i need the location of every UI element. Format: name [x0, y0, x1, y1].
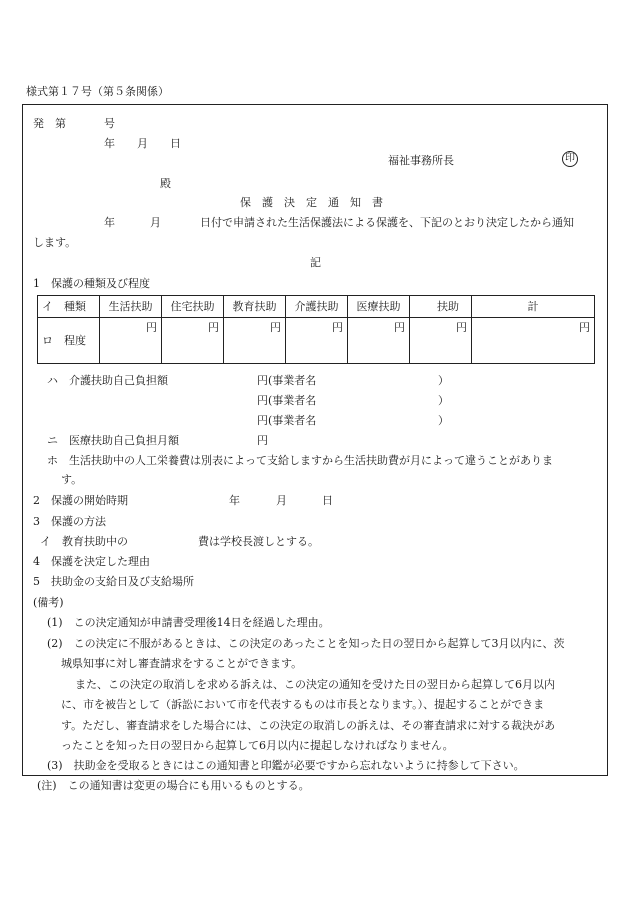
col-medical: 医療扶助 — [348, 296, 410, 318]
note-2-line2: 城県知事に対し審査請求をすることができます。 — [61, 657, 303, 670]
yen-cell: 円 — [162, 318, 224, 364]
issue-number-label: 発 第 — [33, 117, 66, 130]
col-other: 扶助 — [410, 296, 472, 318]
row-kind-label: イ 種類 — [38, 296, 100, 318]
ki-label: 記 — [310, 256, 321, 269]
provider-line: 円(事業者名 — [257, 394, 317, 407]
col-livelihood: 生活扶助 — [100, 296, 162, 318]
office-name: 福祉事務所長 — [388, 154, 454, 167]
yen-cell: 円 — [348, 318, 410, 364]
nutrition-note-line1: ホ 生活扶助中の人工栄養費は別表によって支給しますから生活扶助費が月によって違うことがありま — [47, 454, 553, 467]
body-month: 月 — [150, 216, 161, 229]
provider-close: ） — [438, 394, 449, 407]
issue-number-suffix: 号 — [104, 117, 115, 130]
note-2-para2-line3: す。ただし、審査請求をした場合には、この決定の取消しの訴えは、その審査請求に対する裁決があ — [61, 719, 556, 732]
yen-cell: 円 — [286, 318, 348, 364]
body-text-line1: 日付で申請された生活保護法による保護を、下記のとおり決定したから通知 — [200, 216, 574, 229]
notes-heading: (備考) — [33, 596, 64, 609]
provider-close: ） — [438, 414, 449, 427]
yen-cell: 円 — [224, 318, 286, 364]
body-text-line2: します。 — [33, 236, 77, 249]
col-education: 教育扶助 — [224, 296, 286, 318]
section2-heading: 2 保護の開始時期 — [33, 494, 128, 507]
addressee-label: 殿 — [160, 177, 171, 190]
start-month: 月 — [276, 494, 287, 507]
col-care: 介護扶助 — [286, 296, 348, 318]
education-method-label: イ 教育扶助中の — [40, 535, 128, 548]
section4-heading: 4 保護を決定した理由 — [33, 555, 150, 568]
section1-heading: 1 保護の種類及び程度 — [33, 277, 150, 290]
start-year: 年 — [229, 494, 240, 507]
yen-cell: 円 — [100, 318, 162, 364]
footer-note: (注) この通知書は変更の場合にも用いるものとする。 — [37, 779, 310, 792]
note-2-line1: (2) この決定に不服があるときは、この決定のあったことを知った日の翌日から起算して3月以内に、茨 — [47, 637, 565, 650]
care-copay-label: ハ 介護扶助自己負担額 — [47, 374, 168, 387]
section3-heading: 3 保護の方法 — [33, 515, 106, 528]
medical-copay-yen: 円 — [257, 434, 268, 447]
note-2-para2-line2: に、市を被告として（訴訟において市を代表するものは市長となります。）、提起することができま — [61, 698, 545, 711]
col-housing: 住宅扶助 — [162, 296, 224, 318]
yen-cell: 円 — [410, 318, 472, 364]
yen-cell: 円 — [472, 318, 595, 364]
issue-date: 年 月 日 — [104, 137, 181, 150]
note-2-para2-line4: ったことを知った日の翌日から起算して6月以内に提起しなければなりません。 — [61, 739, 454, 752]
start-day: 日 — [322, 494, 333, 507]
education-method-text: 費は学校長渡しとする。 — [198, 535, 319, 548]
row-degree-label: ロ 程度 — [38, 318, 100, 364]
section5-heading: 5 扶助金の支給日及び支給場所 — [33, 575, 194, 588]
seal-mark: 印 — [562, 151, 578, 167]
col-total: 計 — [472, 296, 595, 318]
note-2-para2-line1: また、この決定の取消しを求める訴えは、この決定の通知を受けた日の翌日から起算して6月以内 — [75, 678, 555, 691]
form-number: 様式第１７号（第５条関係） — [26, 85, 169, 98]
nutrition-note-line2: す。 — [61, 473, 83, 486]
provider-close: ） — [438, 374, 449, 387]
note-1: (1) この決定通知が申請書受理後14日を経過した理由。 — [47, 616, 330, 629]
provider-line: 円(事業者名 — [257, 374, 317, 387]
note-3: (3) 扶助金を受取るときにはこの通知書と印鑑が必要ですから忘れないように持参して下さい。 — [47, 759, 525, 772]
provider-line: 円(事業者名 — [257, 414, 317, 427]
medical-copay-label: ニ 医療扶助自己負担月額 — [47, 434, 179, 447]
body-year: 年 — [104, 216, 115, 229]
assistance-kind-table — [37, 295, 595, 364]
document-title: 保 護 決 定 通 知 書 — [240, 196, 383, 209]
